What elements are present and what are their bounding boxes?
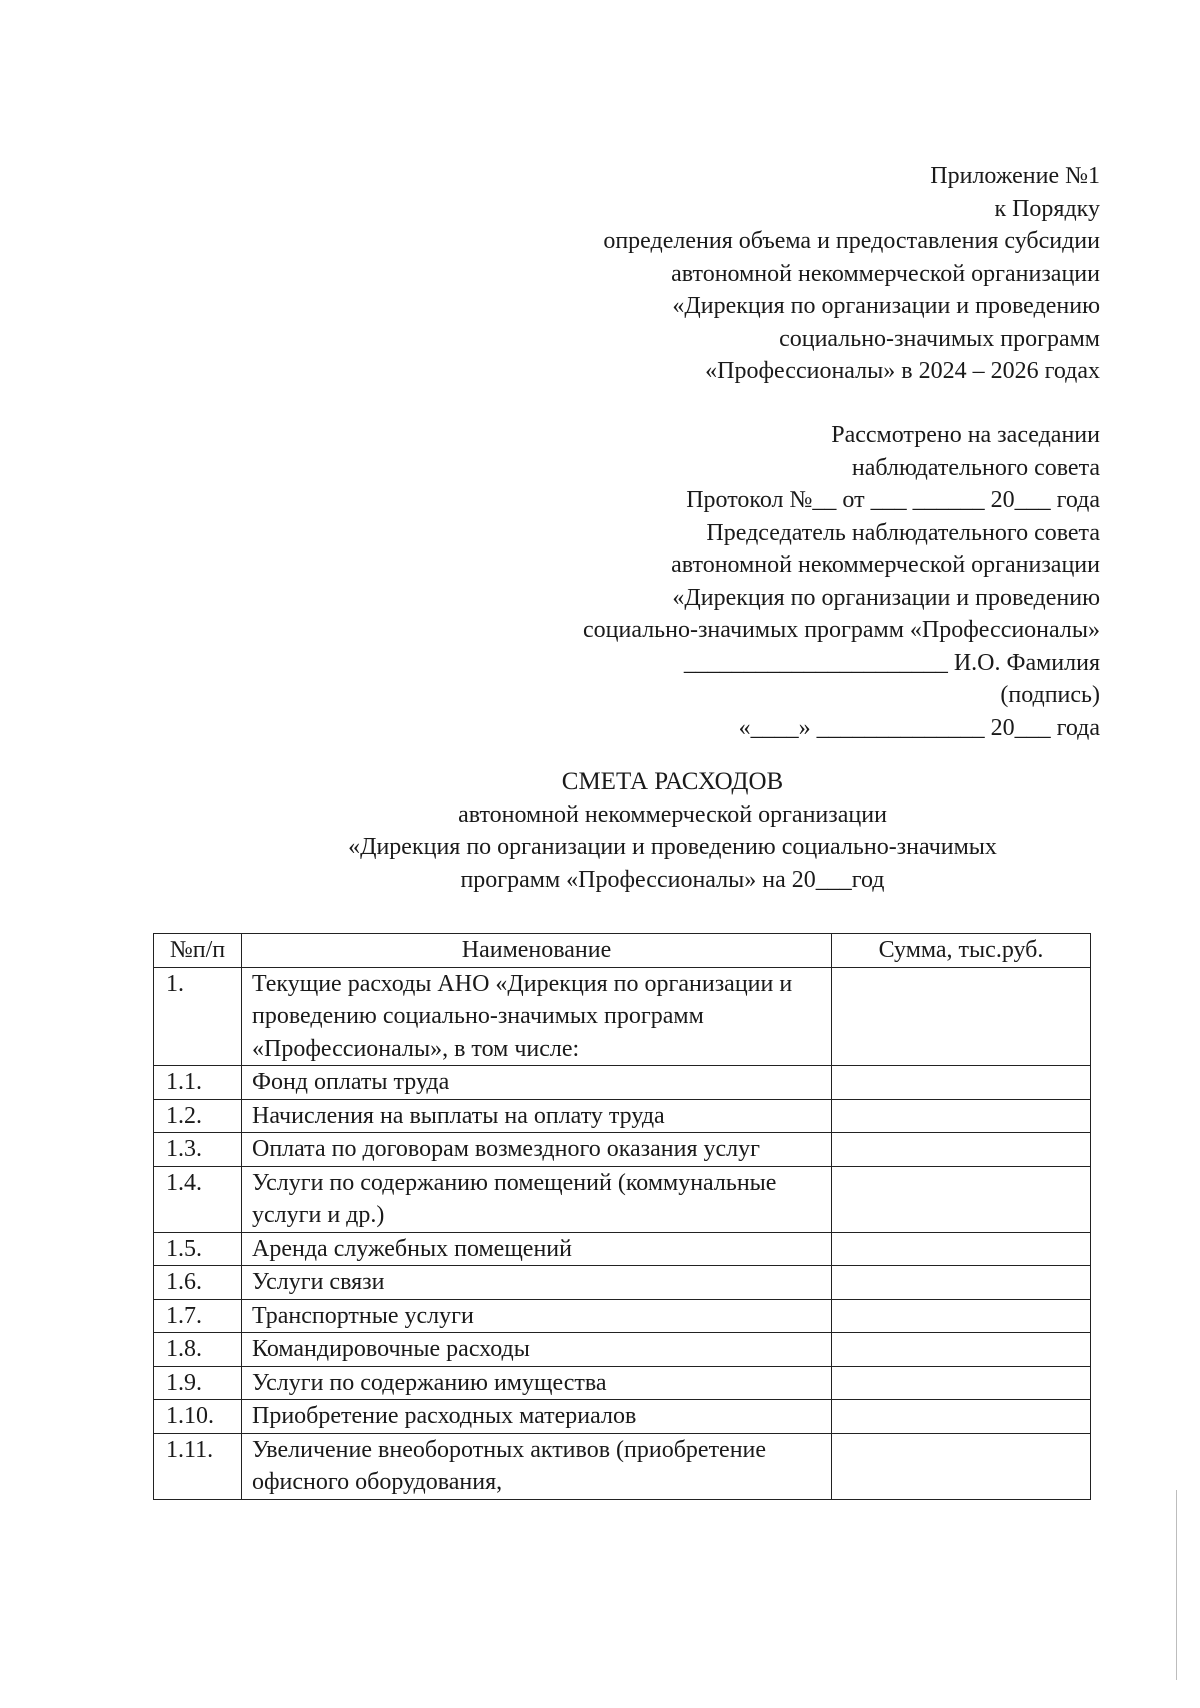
approval-line: Рассмотрено на заседании	[831, 422, 1100, 448]
row-sum	[832, 1133, 1091, 1167]
title-main: СМЕТА РАСХОДОВ	[561, 768, 784, 795]
annex-line: определения объема и предоставления субсидии	[603, 228, 1100, 254]
table-row	[154, 1099, 1091, 1133]
signature-line: ______________________ И.О. Фамилия	[683, 649, 1100, 676]
table-row	[154, 1133, 1091, 1167]
row-name: Аренда служебных помещений	[242, 1232, 832, 1266]
header-num: №п/п	[154, 934, 242, 968]
table-row	[154, 967, 1091, 1066]
row-num: 1.8.	[154, 1333, 242, 1367]
row-sum	[832, 1266, 1091, 1300]
row-sum	[832, 1232, 1091, 1266]
signature-caption: (подпись)	[1000, 682, 1100, 708]
row-num: 1.2.	[154, 1099, 242, 1133]
table-row	[154, 1299, 1091, 1333]
annex-line: Приложение №1	[930, 163, 1100, 189]
row-sum	[832, 1366, 1091, 1400]
row-sum	[832, 1433, 1091, 1499]
approval-line: «Дирекция по организации и проведению	[672, 584, 1100, 611]
approval-block	[583, 419, 1100, 744]
table-row	[154, 1266, 1091, 1300]
approval-line: наблюдательного совета	[851, 454, 1100, 481]
row-num: 1.1.	[154, 1066, 242, 1100]
row-sum	[832, 967, 1091, 1066]
estimate-table	[153, 933, 1091, 1500]
row-name: Увеличение внеоборотных активов (приобретение офисного оборудования,	[242, 1433, 832, 1499]
row-name: Оплата по договорам возмездного оказания услуг	[242, 1133, 832, 1167]
table-header-row	[154, 934, 1091, 968]
row-num: 1.	[154, 967, 242, 1066]
annex-line: «Дирекция по организации и проведению	[672, 293, 1100, 319]
row-name: Услуги по содержанию имущества	[242, 1366, 832, 1400]
header-name: Наименование	[242, 934, 832, 968]
row-num: 1.6.	[154, 1266, 242, 1300]
table-row	[154, 1400, 1091, 1434]
row-sum	[832, 1400, 1091, 1434]
row-sum	[832, 1299, 1091, 1333]
header-sum: Сумма, тыс.руб.	[832, 934, 1091, 968]
title-subline: программ «Профессионалы» на 20___год	[460, 866, 885, 893]
row-name: Транспортные услуги	[242, 1299, 832, 1333]
approval-line: автономной некоммерческой организации	[671, 552, 1100, 578]
annex-header	[603, 160, 1100, 388]
title-subline: автономной некоммерческой организации	[458, 801, 887, 828]
document-title	[0, 766, 1200, 896]
row-num: 1.4.	[154, 1166, 242, 1232]
row-sum	[832, 1066, 1091, 1100]
scan-artifact-line	[1176, 1490, 1177, 1680]
row-num: 1.7.	[154, 1299, 242, 1333]
annex-line: к Порядку	[994, 195, 1100, 222]
row-num: 1.5.	[154, 1232, 242, 1266]
row-name: Начисления на выплаты на оплату труда	[242, 1099, 832, 1133]
table-row	[154, 1366, 1091, 1400]
table-row	[154, 1433, 1091, 1499]
table-row	[154, 1232, 1091, 1266]
row-name: Услуги по содержанию помещений (коммунальные услуги и др.)	[242, 1166, 832, 1232]
row-sum	[832, 1099, 1091, 1133]
annex-line: автономной некоммерческой организации	[671, 260, 1100, 287]
row-num: 1.10.	[154, 1400, 242, 1434]
approval-line: социально-значимых программ «Профессионалы»	[582, 617, 1100, 643]
table-row	[154, 1333, 1091, 1367]
row-name: Услуги связи	[242, 1266, 832, 1300]
row-num: 1.3.	[154, 1133, 242, 1167]
annex-line: «Профессионалы» в 2024 – 2026 годах	[705, 358, 1100, 384]
date-line: «____» ______________ 20___ года	[738, 714, 1100, 741]
annex-line: социально-значимых программ	[779, 325, 1100, 352]
row-sum	[832, 1166, 1091, 1232]
table-row	[154, 1166, 1091, 1232]
protocol-line: Протокол №__ от ___ ______ 20___ года	[686, 487, 1100, 513]
row-name: Фонд оплаты труда	[242, 1066, 832, 1100]
row-name: Приобретение расходных материалов	[242, 1400, 832, 1434]
row-num: 1.9.	[154, 1366, 242, 1400]
row-sum	[832, 1333, 1091, 1367]
table-row	[154, 1066, 1091, 1100]
approval-line: Председатель наблюдательного совета	[706, 519, 1100, 546]
row-name: Текущие расходы АНО «Дирекция по организации и проведению социально-значимых программ «Профессионалы», в том числе:	[242, 967, 832, 1066]
row-num: 1.11.	[154, 1433, 242, 1499]
title-subline: «Дирекция по организации и проведению социально-значимых	[348, 834, 997, 860]
row-name: Командировочные расходы	[242, 1333, 832, 1367]
